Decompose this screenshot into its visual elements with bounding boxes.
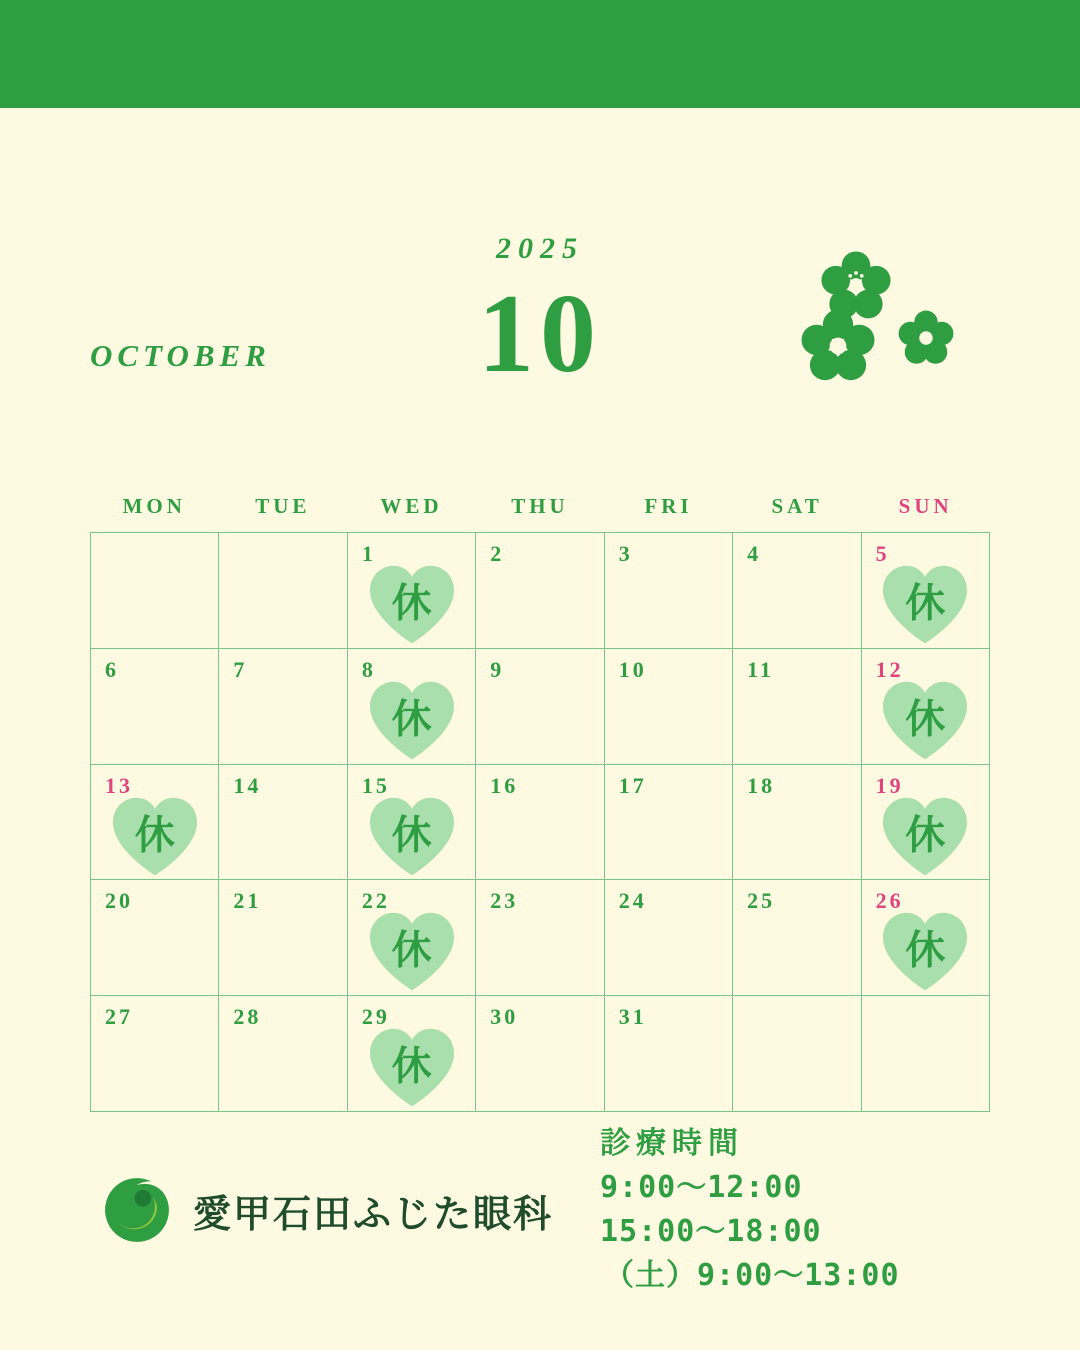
- closed-heart-icon: [366, 910, 458, 994]
- calendar-empty-cell: [91, 533, 219, 649]
- calendar-day-cell: [605, 533, 733, 649]
- day-number: 18: [747, 772, 776, 798]
- hours-afternoon: 15:00〜18:00: [600, 1214, 822, 1249]
- calendar-day-cell: [476, 533, 604, 649]
- weekday-label-wed: WED: [380, 494, 443, 518]
- plum-flower-icon-3: [898, 310, 954, 366]
- weekday-header-row: [90, 494, 990, 519]
- closed-label: 休: [905, 580, 946, 627]
- calendar-day-cell: [219, 996, 347, 1112]
- day-number: 24: [618, 888, 647, 914]
- flower-decoration-group: [800, 250, 990, 410]
- calendar-day-cell: [219, 880, 347, 996]
- calendar-day-cell: [476, 880, 604, 996]
- weekday-label-sat: SAT: [771, 494, 823, 518]
- hours-saturday: （土）9:00〜13:00: [604, 1258, 900, 1293]
- day-number: 31: [618, 1004, 647, 1030]
- day-number: 20: [105, 888, 133, 914]
- weekday-label-thu: THU: [511, 494, 569, 518]
- hours-morning: 9:00〜12:00: [600, 1170, 803, 1205]
- day-number: 30: [490, 1004, 519, 1030]
- day-number: 1: [361, 541, 376, 566]
- day-number: 11: [747, 656, 774, 682]
- clinic-logo-group: [95, 1168, 553, 1252]
- closed-heart-icon: [366, 563, 458, 647]
- calendar-day-cell: [476, 996, 604, 1112]
- closed-label: 休: [905, 696, 946, 743]
- day-number: 17: [618, 772, 647, 798]
- hours-title: 診療時間: [600, 1126, 744, 1161]
- calendar-day-cell: [733, 533, 861, 649]
- calendar-day-cell: [862, 765, 990, 881]
- calendar-day-cell: [862, 649, 990, 765]
- calendar-day-cell: [862, 880, 990, 996]
- calendar-day-cell: [605, 996, 733, 1112]
- day-number: 26: [875, 888, 904, 914]
- closed-label: 休: [391, 927, 432, 974]
- closed-label: 休: [905, 811, 946, 858]
- closed-label: 休: [391, 580, 432, 627]
- calendar-year: 2025: [496, 232, 584, 265]
- weekday-label-mon: MON: [122, 494, 186, 518]
- closed-heart-icon: [366, 1026, 458, 1110]
- calendar-day-cell: [91, 996, 219, 1112]
- day-number: 6: [105, 656, 119, 682]
- closed-heart-icon: [366, 679, 458, 763]
- plum-flower-icon-2: [800, 308, 876, 384]
- calendar-day-cell: [862, 533, 990, 649]
- day-number: 21: [233, 888, 262, 914]
- top-green-bar: [0, 0, 1080, 108]
- calendar-month-name: OCTOBER: [90, 338, 271, 373]
- day-number: 25: [747, 888, 776, 914]
- calendar-day-cell: [348, 765, 476, 881]
- calendar-day-cell: [476, 765, 604, 881]
- calendar-day-cell: [476, 649, 604, 765]
- calendar-empty-cell: [219, 533, 347, 649]
- calendar-day-cell: [605, 880, 733, 996]
- day-number: 29: [361, 1004, 390, 1030]
- calendar-day-cell: [605, 649, 733, 765]
- calendar-empty-cell: [733, 996, 861, 1112]
- calendar-day-cell: [219, 649, 347, 765]
- calendar-day-cell: [348, 996, 476, 1112]
- day-number: 23: [490, 888, 519, 914]
- closed-heart-icon: [879, 679, 971, 763]
- closed-heart-icon: [879, 563, 971, 647]
- calendar-day-cell: [348, 880, 476, 996]
- calendar-day-cell: [733, 765, 861, 881]
- closed-heart-icon: [109, 795, 201, 879]
- calendar-day-cell: [348, 533, 476, 649]
- closed-heart-icon: [879, 910, 971, 994]
- closed-heart-icon: [879, 795, 971, 879]
- clinic-name: 愛甲石田ふじた眼科: [193, 1191, 554, 1236]
- day-number: 19: [875, 772, 904, 798]
- weekday-label-fri: FRI: [644, 494, 693, 518]
- calendar-day-cell: [91, 649, 219, 765]
- calendar-month-number: 10: [478, 272, 602, 396]
- day-number: 8: [361, 656, 376, 682]
- day-number: 9: [490, 656, 505, 682]
- closed-label: 休: [134, 811, 175, 858]
- closed-label: 休: [391, 1043, 432, 1090]
- consultation-hours-block: [600, 1122, 900, 1298]
- calendar-day-cell: [605, 765, 733, 881]
- day-number: 4: [747, 541, 762, 566]
- day-number: 3: [618, 541, 633, 566]
- calendar-day-cell: [219, 765, 347, 881]
- calendar-day-cell: [348, 649, 476, 765]
- day-number: 27: [105, 1004, 133, 1030]
- calendar-day-cell: [733, 880, 861, 996]
- calendar-empty-cell: [862, 996, 990, 1112]
- closed-label: 休: [391, 811, 432, 858]
- clinic-logo-icon: [95, 1168, 179, 1252]
- weekday-label-sun: SUN: [898, 494, 953, 518]
- calendar-day-cell: [91, 765, 219, 881]
- day-number: 5: [875, 541, 890, 566]
- day-number: 13: [105, 772, 133, 798]
- calendar-grid: [90, 532, 990, 1112]
- day-number: 28: [233, 1004, 262, 1030]
- day-number: 22: [361, 888, 390, 914]
- day-number: 15: [361, 772, 390, 798]
- day-number: 7: [233, 656, 248, 682]
- closed-label: 休: [905, 927, 946, 974]
- day-number: 16: [490, 772, 519, 798]
- day-number: 2: [490, 541, 505, 566]
- calendar-day-cell: [733, 649, 861, 765]
- calendar-day-cell: [91, 880, 219, 996]
- day-number: 12: [875, 656, 904, 682]
- closed-heart-icon: [366, 795, 458, 879]
- day-number: 14: [233, 772, 262, 798]
- weekday-label-tue: TUE: [255, 494, 311, 518]
- closed-label: 休: [391, 696, 432, 743]
- day-number: 10: [618, 656, 647, 682]
